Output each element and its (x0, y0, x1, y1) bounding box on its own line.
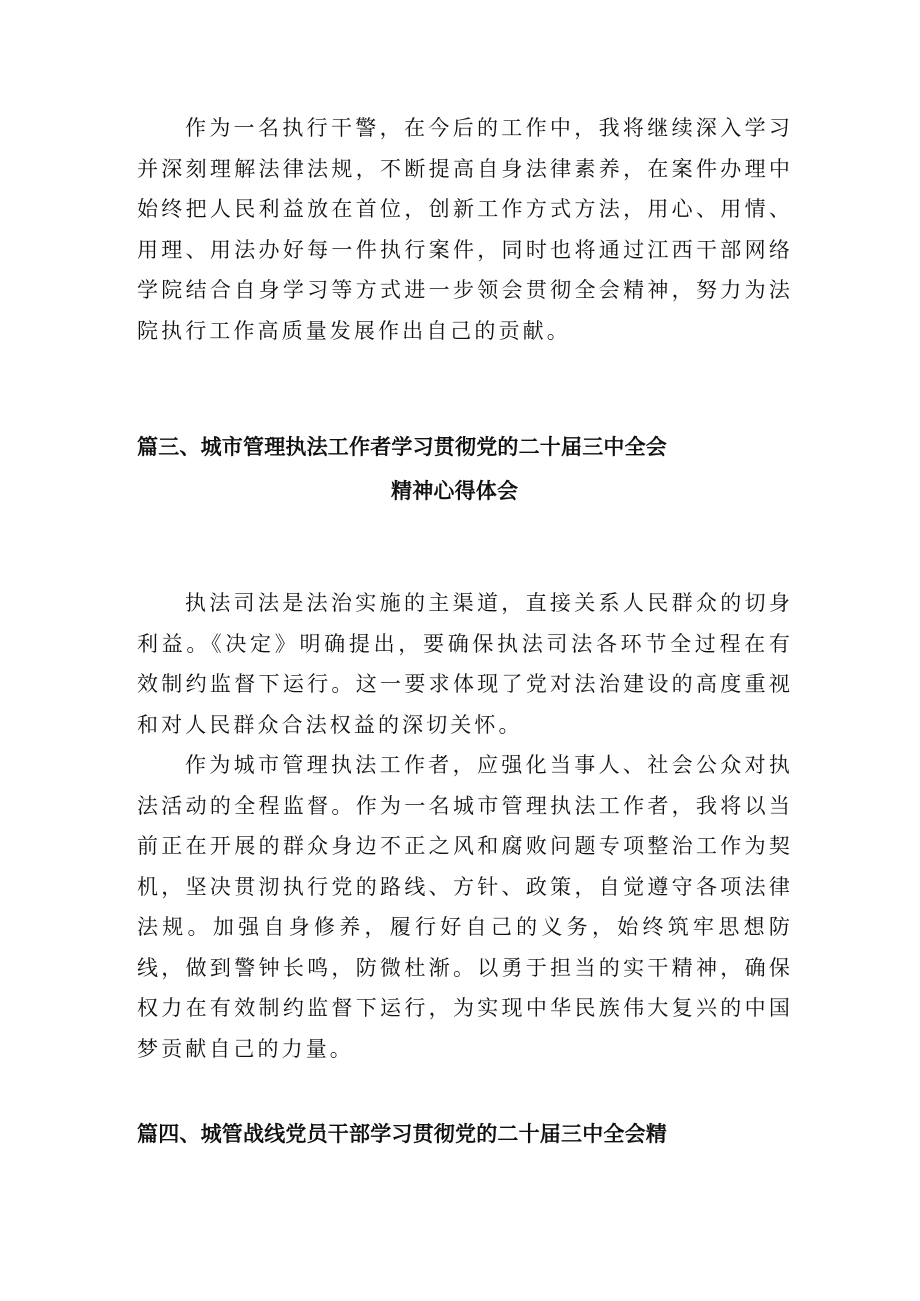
section-3-title-line-2: 精神心得体会 (391, 479, 519, 503)
section-4-heading (137, 1112, 793, 1156)
section-3-title-line-1: 篇三、城市管理执法工作者学习贯彻党的二十届三中全会 (137, 435, 667, 459)
body-paragraph: 执法司法是法治实施的主渠道，直接关系人民群众的切身利益。《决定》明确提出，要确保执法司法各环节全过程在有效制约监督下运行。这一要求体现了党对法治建设的高度重视和对人民群众合法权益的深切关怀。 (137, 591, 793, 737)
section-3-heading (137, 425, 793, 513)
body-paragraph: 作为一名执行干警，在今后的工作中，我将继续深入学习并深刻理解法律法规，不断提高自身法律素养，在案件办理中始终把人民利益放在首位，创新工作方式方法，用心、用情、用理、用法办好每一件执行案件，同时也将通过江西干部网络学院结合自身学习等方式进一步领会贯彻全会精神，努力为法院执行工作高质量发展作出自己的贡献。 (137, 116, 793, 343)
body-paragraph: 作为城市管理执法工作者，应强化当事人、社会公众对执法活动的全程监督。作为一名城市管理执法工作者，我将以当前正在开展的群众身边不正之风和腐败问题专项整治工作为契机，坚决贯沏执行党的路线、方针、政策，自觉遵守各项法律法规。加强自身修养，履行好自己的义务，始终筑牢思想防线，做到警钟长鸣，防微杜渐。以勇于担当的实干精神，确保权力在有效制约监督下运行，为实现中华民族伟大复兴的中国梦贡献自己的力量。 (137, 753, 793, 1061)
section-3-body (137, 583, 793, 1069)
section-4-title-line-1: 篇四、城管战线党员干部学习贯彻党的二十届三中全会精 (137, 1122, 667, 1146)
closing-section-body (137, 108, 793, 351)
